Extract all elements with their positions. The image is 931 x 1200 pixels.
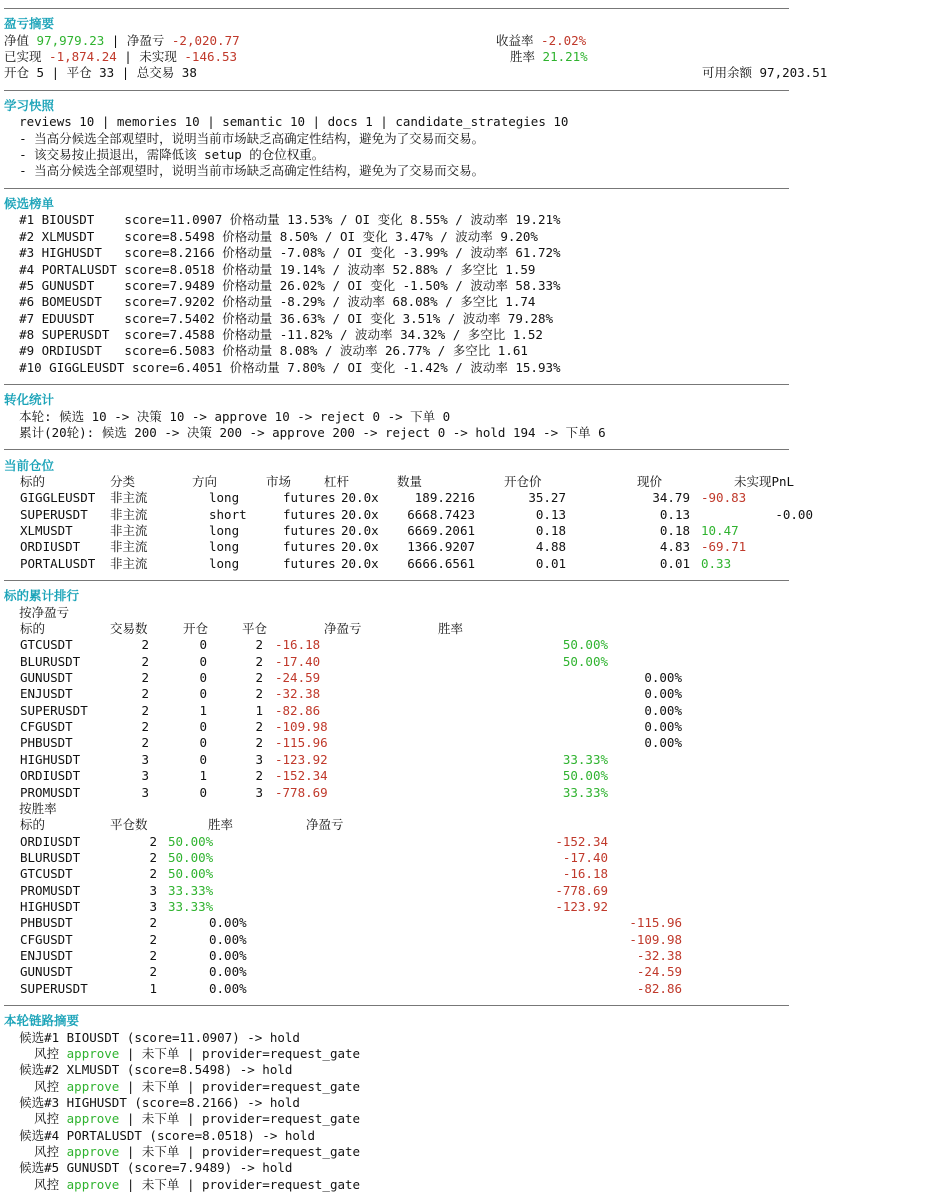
- rank-symbol: GUNUSDT: [20, 964, 73, 980]
- rank-winrate: 0.00%: [209, 980, 247, 996]
- position-qty: 6669.2061: [407, 523, 475, 538]
- position-market: futures: [283, 506, 336, 522]
- rank-trades: 2: [141, 735, 149, 751]
- rank-net-pnl: -17.40: [275, 653, 321, 669]
- position-qty: 189.2216: [414, 490, 475, 506]
- unrealized-label: 未实现: [139, 49, 177, 65]
- col-category: 分类: [110, 473, 136, 489]
- rank-symbol: ENJUSDT: [20, 686, 73, 702]
- rank-net-pnl: -24.59: [636, 964, 682, 980]
- rank-close: 2: [255, 719, 263, 735]
- rank-trades: 2: [141, 686, 149, 702]
- rank-winrate: 0.00%: [644, 702, 682, 718]
- position-unrealized-pnl: 0.33: [701, 555, 732, 571]
- chain-candidate: [4, 1095, 927, 1111]
- position-row: [4, 556, 927, 572]
- rank-close: 1: [255, 702, 263, 718]
- rank-trades: 2: [141, 702, 149, 718]
- position-market: futures: [283, 490, 336, 506]
- rank-closed: 2: [149, 866, 157, 882]
- candidate-row: #3 HIGHUSDT score=8.2166 价格动量 -7.08% / OI 变化 -3.99% / 波动率 61.72%: [19, 245, 561, 261]
- rank-symbol: GTCUSDT: [20, 866, 73, 882]
- rank-close: 2: [255, 768, 263, 784]
- candidate-row: #4 PORTALUSDT score=8.0518 价格动量 19.14% / 波动率 52.88% / 多空比 1.59: [19, 261, 536, 277]
- rank-open: 1: [199, 768, 207, 784]
- conversion-this-round: 本轮: 候选 10 -> 决策 10 -> approve 10 -> reject 0 -> 下单 0: [19, 408, 451, 424]
- rank-open: 1: [199, 702, 207, 718]
- learning-stats: reviews 10 | memories 10 | semantic 10 | docs 1 | candidate_strategies 10: [19, 114, 569, 130]
- position-leverage: 20.0x: [341, 490, 379, 506]
- chain-risk-line: [4, 1111, 927, 1127]
- position-current-price: 34.79: [652, 490, 690, 506]
- ranking-pnl-row: [4, 703, 927, 719]
- rank-symbol: CFGUSDT: [20, 931, 73, 947]
- col-market: 市场: [266, 473, 292, 489]
- rank-closed: 3: [149, 882, 157, 898]
- rank-winrate: 33.33%: [562, 784, 608, 800]
- chain-candidate: [4, 1062, 927, 1078]
- rank-symbol: GUNUSDT: [20, 670, 73, 686]
- position-market: futures: [283, 523, 336, 538]
- rank-trades: 2: [141, 637, 149, 653]
- position-leverage: 20.0x: [341, 523, 379, 538]
- position-direction: long: [209, 523, 240, 538]
- rank-open: 0: [199, 751, 207, 767]
- chain-risk-line: [4, 1144, 927, 1160]
- position-category: 非主流: [110, 555, 148, 571]
- rank-winrate: 50.00%: [562, 653, 608, 669]
- rank-symbol: ENJUSDT: [20, 947, 73, 963]
- ranking-winrate-row: [4, 981, 927, 997]
- position-symbol: ORDIUSDT: [20, 539, 81, 555]
- ranking-pnl-row: [4, 752, 927, 768]
- yield-label: 收益率: [496, 32, 534, 48]
- divider: [4, 82, 927, 98]
- position-qty: 6666.6561: [407, 555, 475, 571]
- position-category: 非主流: [110, 523, 148, 538]
- pnl-line-3: [4, 65, 927, 81]
- rank-closed: 2: [149, 947, 157, 963]
- rank-symbol: PHBUSDT: [20, 915, 73, 931]
- ranking-pnl-row: [4, 670, 927, 686]
- position-direction: long: [209, 539, 240, 555]
- rank-winrate: 50.00%: [562, 768, 608, 784]
- rank-closed: 2: [149, 964, 157, 980]
- learning-note: - 该交易按止损退出，需降低该 setup 的仓位权重。: [19, 147, 325, 163]
- yield-value: -2.02%: [541, 32, 587, 48]
- available-balance: 可用余额 97,203.51: [702, 65, 828, 81]
- pnl-line-1: 净值 97,979.23 | 净盈亏 -2,020.77 收益率 -2.02%: [4, 32, 587, 48]
- rank-net-pnl: -16.18: [275, 637, 321, 653]
- position-symbol: GIGGLEUSDT: [20, 490, 96, 506]
- position-row: [4, 539, 927, 555]
- position-leverage: 20.0x: [341, 506, 379, 522]
- pnl-title: 盈亏摘要: [4, 16, 55, 32]
- positions-rows: [4, 490, 927, 572]
- position-symbol: SUPERUSDT: [20, 506, 88, 522]
- equity-value: 97,979.23: [36, 32, 105, 48]
- col-unrealized-pnl: 未实现PnL: [734, 473, 795, 489]
- rank-symbol: PROMUSDT: [20, 784, 81, 800]
- rank-symbol: GTCUSDT: [20, 637, 73, 653]
- rank-winrate: 50.00%: [562, 637, 608, 653]
- rank-net-pnl: -109.98: [275, 719, 328, 735]
- risk-label: 风控: [34, 1046, 60, 1061]
- position-current-price: 0.01: [659, 555, 690, 571]
- rank-symbol: SUPERUSDT: [20, 702, 88, 718]
- risk-approve: approve: [66, 1078, 120, 1094]
- rank-winrate: 50.00%: [168, 849, 214, 865]
- ranking-winrate-row: [4, 899, 927, 915]
- ranking-winrate-row: [4, 834, 927, 850]
- rank-winrate: 0.00%: [644, 735, 682, 751]
- rank-closed: 2: [149, 849, 157, 865]
- position-open-price: 0.01: [535, 555, 566, 571]
- rank-net-pnl: -82.86: [275, 702, 321, 718]
- chain-risk-line: [4, 1046, 927, 1062]
- rank-symbol: PROMUSDT: [20, 882, 81, 898]
- position-row: [4, 507, 927, 523]
- position-category: 非主流: [110, 506, 148, 522]
- net-pnl-label: 净盈亏: [126, 32, 165, 48]
- rank-open: 0: [199, 637, 207, 653]
- rank-net-pnl: -82.86: [636, 980, 682, 996]
- rank-open: 0: [199, 686, 207, 702]
- col-open-price: 开仓价: [504, 473, 542, 489]
- equity-label: 净值: [4, 32, 30, 48]
- rank-winrate: 33.33%: [168, 898, 214, 914]
- rank-trades: 3: [141, 751, 149, 767]
- position-leverage: 20.0x: [341, 539, 379, 555]
- winrate-label: 胜率: [510, 49, 536, 65]
- position-open-price: 4.88: [535, 539, 566, 555]
- rank-net-pnl: -152.34: [555, 833, 608, 849]
- rank-winrate: 0.00%: [644, 719, 682, 735]
- rank-close: 2: [255, 735, 263, 751]
- rank-net-pnl: -17.40: [562, 849, 608, 865]
- realized-value: -1,874.24: [49, 49, 117, 65]
- rank-trades: 2: [141, 719, 149, 735]
- unrealized-value: -146.53: [184, 49, 238, 65]
- conversion-title: 转化统计: [4, 392, 55, 408]
- divider: [4, 180, 927, 196]
- position-category: 非主流: [110, 490, 148, 506]
- rank-symbol: PHBUSDT: [20, 735, 73, 751]
- rank-net-pnl: -24.59: [275, 670, 321, 686]
- rank-closed: 2: [149, 931, 157, 947]
- net-pnl-value: -2,020.77: [171, 32, 240, 48]
- position-row: [4, 523, 927, 539]
- position-market: futures: [283, 539, 336, 555]
- col-symbol: 标的: [20, 473, 46, 489]
- rank-symbol: ORDIUSDT: [20, 768, 81, 784]
- chain-risk-line: [4, 1079, 927, 1095]
- ranking-pnl-row: [4, 637, 927, 653]
- rank-winrate: 0.00%: [644, 670, 682, 686]
- position-open-price: 0.13: [535, 506, 566, 522]
- position-current-price: 0.13: [659, 506, 690, 522]
- ranking-pnl-rows: [4, 637, 927, 800]
- conversion-cumulative: 累计(20轮): 候选 200 -> 决策 200 -> approve 200 -> reject 0 -> hold 194 -> 下单 6: [19, 424, 606, 440]
- candidate-row: #6 BOMEUSDT score=7.9202 价格动量 -8.29% / 波动率 68.08% / 多空比 1.74: [19, 294, 536, 310]
- rank-close: 3: [255, 784, 263, 800]
- ranking-winrate-row: [4, 932, 927, 948]
- rank-close: 3: [255, 751, 263, 767]
- chain-candidate-text: 候选#2 XLMUSDT (score=8.5498) -> hold: [19, 1062, 293, 1078]
- rank-net-pnl: -115.96: [629, 915, 682, 931]
- rank-open: 0: [199, 670, 207, 686]
- position-qty: 6668.7423: [407, 506, 475, 522]
- rank-winrate: 50.00%: [168, 866, 214, 882]
- rank-net-pnl: -16.18: [562, 866, 608, 882]
- rank-close: 2: [255, 686, 263, 702]
- risk-approve: approve: [66, 1176, 120, 1192]
- ranking-winrate-row: [4, 866, 927, 882]
- rank-symbol: BLURUSDT: [20, 653, 81, 669]
- chain-candidate-text: 候选#4 PORTALUSDT (score=8.0518) -> hold: [19, 1127, 315, 1143]
- position-unrealized-pnl: -69.71: [701, 539, 747, 555]
- divider: [4, 441, 927, 457]
- col-leverage: 杠杆: [324, 473, 350, 489]
- risk-detail: | 未下单 | provider=request_gate: [126, 1144, 361, 1160]
- chain-risk-line: [4, 1177, 927, 1193]
- rank-open: 0: [199, 784, 207, 800]
- chain-rows: [4, 1030, 927, 1193]
- positions-title: 当前仓位: [4, 457, 55, 473]
- candidate-row: #5 GUNUSDT score=7.9489 价格动量 26.02% / OI 变化 -1.50% / 波动率 58.33%: [19, 277, 561, 293]
- ranking-pnl-row: [4, 768, 927, 784]
- realized-label: 已实现: [4, 49, 42, 65]
- ranking-winrate-rows: [4, 834, 927, 997]
- rank-net-pnl: -123.92: [555, 898, 608, 914]
- learning-title: 学习快照: [4, 98, 55, 114]
- candidate-row: #10 GIGGLEUSDT score=6.4051 价格动量 7.80% / OI 变化 -1.42% / 波动率 15.93%: [19, 359, 561, 375]
- col-direction: 方向: [192, 473, 218, 489]
- learning-note: - 当高分候选全部观望时，说明当前市场缺乏高确定性结构，避免为了交易而交易。: [19, 163, 485, 179]
- rank-winrate: 0.00%: [644, 686, 682, 702]
- rank-net-pnl: -109.98: [629, 931, 682, 947]
- rank-closed: 3: [149, 898, 157, 914]
- rank-winrate: 50.00%: [168, 833, 214, 849]
- rank-trades: 2: [141, 670, 149, 686]
- rank-trades: 2: [141, 653, 149, 669]
- rank-winrate: 0.00%: [209, 915, 247, 931]
- rank-net-pnl: -778.69: [275, 784, 328, 800]
- chain-candidate: [4, 1128, 927, 1144]
- position-direction: long: [209, 555, 240, 571]
- candidate-row: #2 XLMUSDT score=8.5498 价格动量 8.50% / OI 变化 3.47% / 波动率 9.20%: [19, 228, 538, 244]
- col-qty: 数量: [397, 473, 423, 489]
- chain-title: 本轮链路摘要: [4, 1013, 80, 1029]
- ranking-pnl-header: 标的 交易数 开仓 平仓 净盈亏 胜率: [20, 621, 464, 637]
- ranking-by-pnl-label: 按净盈亏: [19, 604, 70, 620]
- position-unrealized-pnl: -0.00: [775, 506, 813, 522]
- ranking-pnl-row: [4, 686, 927, 702]
- rank-open: 0: [199, 735, 207, 751]
- risk-approve: approve: [66, 1046, 120, 1061]
- rank-symbol: BLURUSDT: [20, 849, 81, 865]
- position-symbol: XLMUSDT: [20, 523, 73, 538]
- rank-symbol: SUPERUSDT: [20, 980, 88, 996]
- position-open-price: 0.18: [535, 523, 566, 538]
- position-current-price: 4.83: [659, 539, 690, 555]
- rank-symbol: HIGHUSDT: [20, 751, 81, 767]
- divider: [4, 572, 927, 588]
- position-current-price: 0.18: [659, 523, 690, 538]
- col-current-price: 现价: [637, 473, 663, 489]
- rank-open: 0: [199, 653, 207, 669]
- rank-winrate: 0.00%: [209, 931, 247, 947]
- rank-close: 2: [255, 637, 263, 653]
- ranking-winrate-row: [4, 850, 927, 866]
- ranking-pnl-row: [4, 735, 927, 751]
- position-symbol: PORTALUSDT: [20, 555, 96, 571]
- divider: [4, 0, 927, 16]
- candidate-row: #9 ORDIUSDT score=6.5083 价格动量 8.08% / 波动率 26.77% / 多空比 1.61: [19, 343, 528, 359]
- position-unrealized-pnl: 10.47: [701, 523, 739, 538]
- chain-candidate-text: 候选#3 HIGHUSDT (score=8.2166) -> hold: [19, 1095, 300, 1111]
- position-row: [4, 490, 927, 506]
- ranking-winrate-header: 标的 平仓数 胜率 净盈亏: [20, 817, 344, 833]
- rank-symbol: ORDIUSDT: [20, 833, 81, 849]
- rank-winrate: 33.33%: [168, 882, 214, 898]
- rank-closed: 2: [149, 915, 157, 931]
- ranking-title: 标的累计排行: [4, 588, 80, 604]
- ranking-by-winrate-label: 按胜率: [19, 800, 57, 816]
- candidates-title: 候选榜单: [4, 196, 55, 212]
- rank-symbol: HIGHUSDT: [20, 898, 81, 914]
- position-direction: long: [209, 490, 240, 506]
- ranking-winrate-row: [4, 915, 927, 931]
- risk-detail: | 未下单 | provider=request_gate: [126, 1046, 361, 1061]
- positions-header: [4, 474, 927, 490]
- risk-label: 风控: [34, 1144, 60, 1160]
- position-open-price: 35.27: [528, 490, 566, 506]
- risk-approve: approve: [66, 1144, 120, 1160]
- rank-net-pnl: -778.69: [555, 882, 608, 898]
- rank-net-pnl: -152.34: [275, 768, 328, 784]
- position-leverage: 20.0x: [341, 555, 379, 571]
- candidate-row: #1 BIOUSDT score=11.0907 价格动量 13.53% / OI 变化 8.55% / 波动率 19.21%: [19, 212, 561, 228]
- rank-close: 2: [255, 653, 263, 669]
- risk-label: 风控: [34, 1176, 60, 1192]
- rank-trades: 3: [141, 768, 149, 784]
- rank-net-pnl: -115.96: [275, 735, 328, 751]
- risk-detail: | 未下单 | provider=request_gate: [126, 1176, 361, 1192]
- chain-candidate-text: 候选#5 GUNUSDT (score=7.9489) -> hold: [19, 1160, 293, 1176]
- risk-label: 风控: [34, 1078, 60, 1094]
- position-market: futures: [283, 555, 336, 571]
- trade-counts: 开仓 5 | 平仓 33 | 总交易 38: [4, 65, 197, 81]
- rank-winrate: 0.00%: [209, 964, 247, 980]
- rank-trades: 3: [141, 784, 149, 800]
- rank-closed: 2: [149, 833, 157, 849]
- rank-symbol: CFGUSDT: [20, 719, 73, 735]
- divider: [4, 376, 927, 392]
- rank-net-pnl: -32.38: [275, 686, 321, 702]
- winrate-value: 21.21%: [542, 49, 588, 65]
- ranking-pnl-row: [4, 785, 927, 801]
- position-category: 非主流: [110, 539, 148, 555]
- risk-label: 风控: [34, 1111, 60, 1127]
- rank-close: 2: [255, 670, 263, 686]
- ranking-pnl-row: [4, 719, 927, 735]
- ranking-winrate-row: [4, 964, 927, 980]
- position-qty: 1366.9207: [407, 539, 475, 555]
- candidate-row: #7 EDUUSDT score=7.5402 价格动量 36.63% / OI 变化 3.51% / 波动率 79.28%: [19, 310, 553, 326]
- candidate-row: #8 SUPERUSDT score=7.4588 价格动量 -11.82% / 波动率 34.32% / 多空比 1.52: [19, 326, 543, 342]
- risk-detail: | 未下单 | provider=request_gate: [126, 1111, 361, 1127]
- pnl-line-2: 已实现 -1,874.24 | 未实现 -146.53 胜率 21.21%: [4, 49, 588, 65]
- learning-note: - 当高分候选全部观望时，说明当前市场缺乏高确定性结构，避免为了交易而交易。: [19, 130, 485, 146]
- rank-winrate: 33.33%: [562, 751, 608, 767]
- position-unrealized-pnl: -90.83: [701, 490, 747, 506]
- ranking-winrate-row: [4, 948, 927, 964]
- chain-candidate-text: 候选#1 BIOUSDT (score=11.0907) -> hold: [19, 1029, 300, 1045]
- rank-net-pnl: -32.38: [636, 947, 682, 963]
- ranking-winrate-row: [4, 883, 927, 899]
- chain-candidate: [4, 1030, 927, 1046]
- position-direction: short: [209, 506, 247, 522]
- rank-winrate: 0.00%: [209, 947, 247, 963]
- risk-detail: | 未下单 | provider=request_gate: [126, 1078, 361, 1094]
- rank-net-pnl: -123.92: [275, 751, 328, 767]
- rank-closed: 1: [149, 980, 157, 996]
- rank-open: 0: [199, 719, 207, 735]
- chain-candidate: [4, 1160, 927, 1176]
- ranking-pnl-row: [4, 654, 927, 670]
- divider: [4, 997, 927, 1013]
- risk-approve: approve: [66, 1111, 120, 1127]
